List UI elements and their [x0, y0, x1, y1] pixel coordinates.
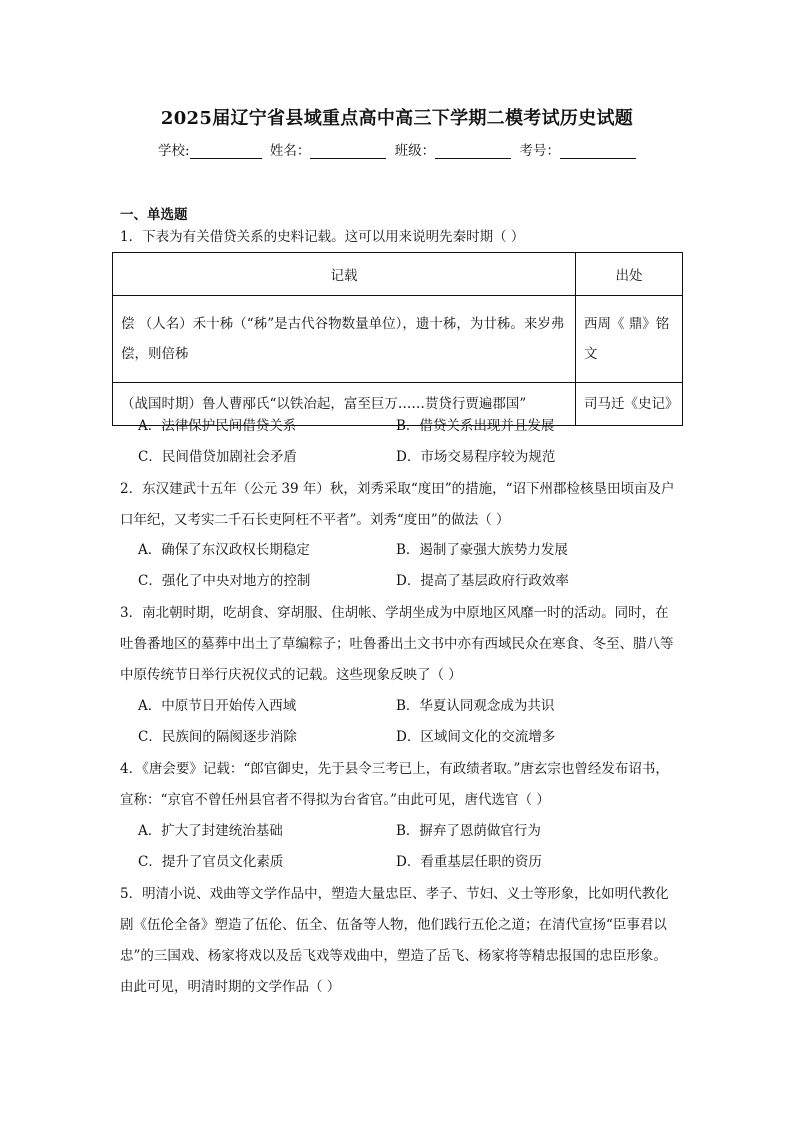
option-c[interactable]: C．强化了中央对地方的控制: [138, 573, 311, 589]
option-a[interactable]: A．法律保护民间借贷关系: [138, 418, 297, 434]
table-cell-record: 偿 （人名）禾十秭（“秭”是古代谷物数量单位），遗十秭，为廿秭。来岁弗偿，则倍秭: [113, 296, 576, 383]
question-1-options: [138, 411, 678, 473]
school-label: 学校:: [158, 143, 190, 159]
option-c[interactable]: C．提升了官员文化素质: [138, 854, 284, 870]
option-b[interactable]: B．遏制了豪强大族势力发展: [396, 542, 568, 558]
class-label: 班级：: [394, 143, 436, 159]
option-a[interactable]: A．确保了东汉政权长期稳定: [138, 542, 310, 558]
table-cell-source: 司马迁《史记》: [576, 383, 683, 426]
question-4-options: [138, 816, 678, 878]
option-d[interactable]: D．提高了基层政府行政效率: [396, 573, 569, 589]
question-2-stem: 2．东汉建武十五年（公元 39 年）秋，刘秀采取“度田”的措施，“诏下州郡检核垦田顷亩及户口年纪，又考实二千石长吏阿枉不平者”。刘秀“度田”的做法（ ）: [120, 481, 675, 528]
exam-number-label: 考号：: [519, 143, 560, 159]
question-3-stem: 3．南北朝时期，吃胡食、穿胡服、住胡帐、学胡坐成为中原地区风靡一时的活动。同时，在吐鲁番地区的墓葬中出土了草编粽子；吐鲁番出土文书中亦有西域民众在寒食、冬至、腊八等中原传统节日举行庆祝仪式的记载。这些现象反映了（ ）: [120, 605, 674, 683]
school-blank[interactable]: [190, 144, 262, 159]
class-field: [395, 139, 512, 159]
option-a[interactable]: A．扩大了封建统治基础: [138, 823, 283, 839]
option-b[interactable]: B．华夏认同观念成为共识: [396, 698, 555, 714]
name-label: 姓名：: [269, 143, 311, 159]
table-row: [113, 296, 683, 383]
class-blank[interactable]: [435, 144, 511, 159]
question-1-stem: 1．下表为有关借贷关系的史料记载。这可以用来说明先秦时期（ ）: [120, 229, 525, 245]
exam-title: 2025届辽宁省县域重点高中高三下学期二模考试历史试题: [160, 108, 634, 129]
question-2-options: [138, 535, 678, 597]
option-d[interactable]: D．市场交易程序较为规范: [396, 449, 556, 465]
table-header-source: 出处: [576, 253, 683, 296]
question-5-stem: 5．明清小说、戏曲等文学作品中，塑造大量忠臣、孝子、节妇、义士等形象，比如明代教化剧《伍伦全备》塑造了伍伦、伍全、伍备等人物，他们践行五伦之道；在清代宣扬“臣事君以忠”的三国戏、杨家将戏以及岳飞戏等戏曲中，塑造了岳飞、杨家将等精忠报国的忠臣形象。由此可见，明清时期的文学作品（ ）: [120, 886, 669, 995]
name-field: [270, 139, 387, 159]
option-b[interactable]: B．摒弃了恩荫做官行为: [396, 823, 541, 839]
student-info-line: [0, 139, 794, 159]
option-d[interactable]: D．区域间文化的交流增多: [396, 729, 556, 745]
source-table: [112, 252, 683, 426]
name-blank[interactable]: [310, 144, 386, 159]
option-d[interactable]: D．看重基层任职的资历: [396, 854, 542, 870]
option-b[interactable]: B．借贷关系出现并且发展: [396, 418, 555, 434]
table-header-record: 记载: [113, 253, 576, 296]
question-4-stem: 4．《唐会要》记载：“郎官御史，先于县令三考已上，有政绩者取。”唐玄宗也曾经发布诏书，宣称：“京官不曾任州县官者不得拟为台省官。”由此可见，唐代选官（ ）: [120, 761, 669, 808]
option-a[interactable]: A．中原节日开始传入西域: [138, 698, 297, 714]
school-field: [158, 139, 262, 159]
exam-number-blank[interactable]: [560, 144, 636, 159]
option-c[interactable]: C．民间借贷加剧社会矛盾: [138, 449, 297, 465]
table-cell-source: 西周《 鼎》铭文: [576, 296, 683, 383]
section-heading: 一、单选题: [120, 207, 188, 223]
exam-number-field: [519, 139, 636, 159]
table-cell-record: （战国时期）鲁人曹邴氏“以铁冶起，富至巨万……贳贷行贾遍郡国”: [113, 383, 576, 426]
question-3-options: [138, 691, 678, 753]
table-header-row: [113, 253, 683, 296]
option-c[interactable]: C．民族间的隔阂逐步消除: [138, 729, 297, 745]
